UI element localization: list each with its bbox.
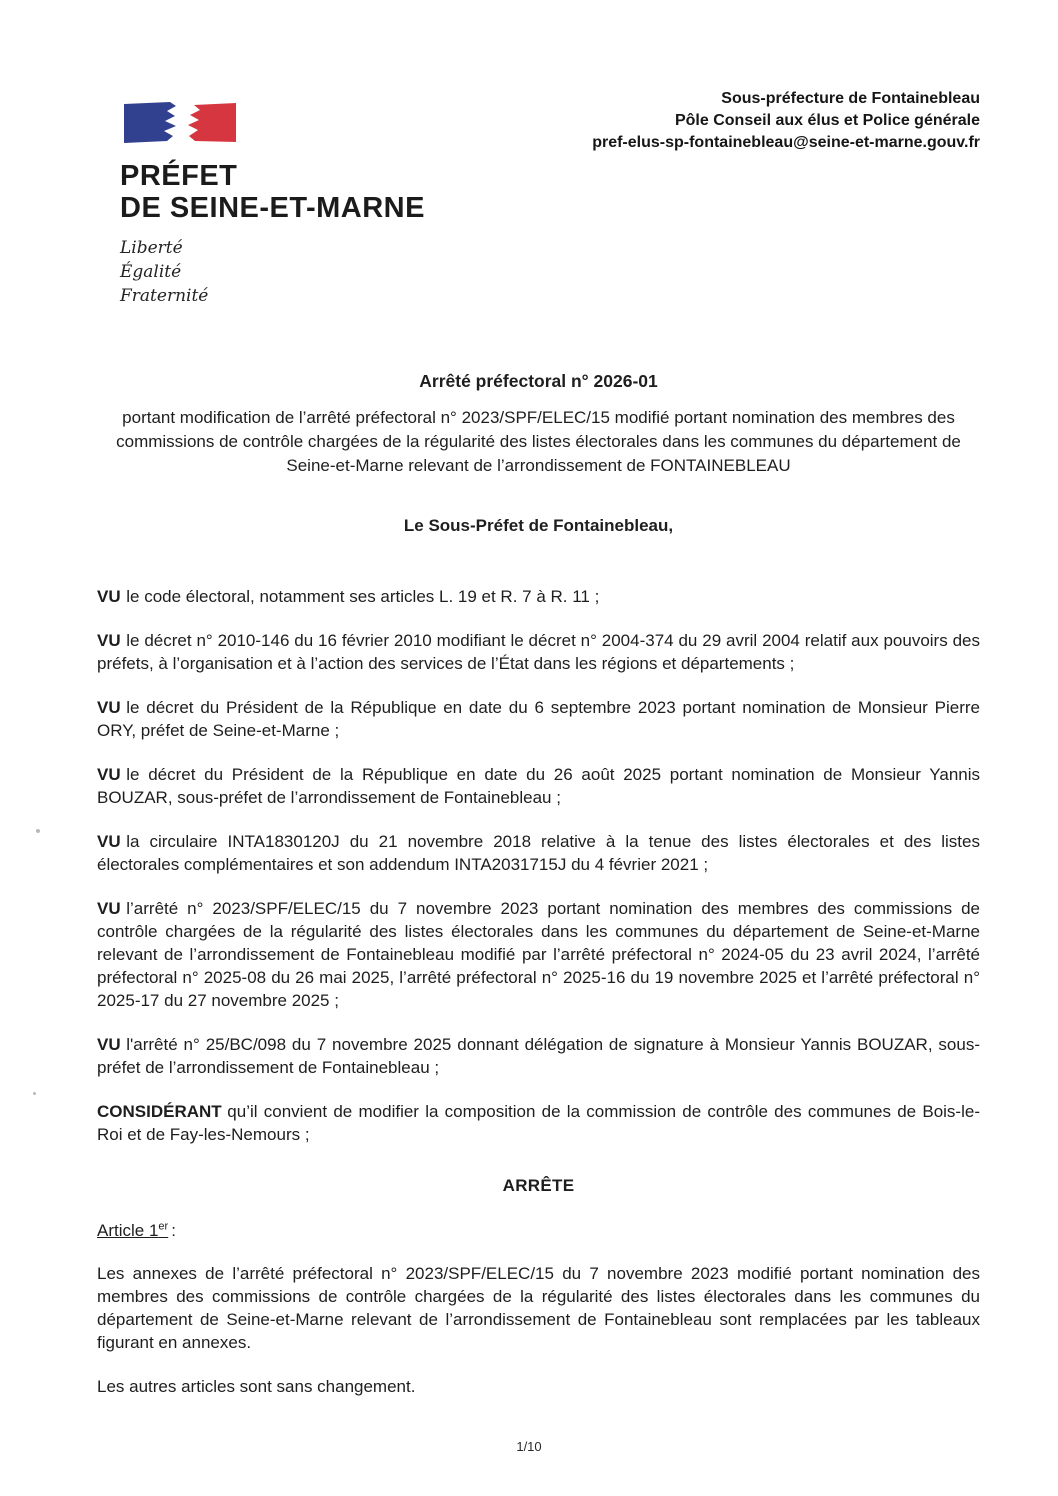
recital-vu-5 [97,830,980,876]
recital-text: la circulaire INTA1830120J du 21 novembre 2018 relative à la tenue des listes électorales et des listes électorales complémentaires et son addendum INTA2031715J du 4 février 2021 ; [97,832,980,874]
recital-lead: VU [97,587,121,606]
recital-lead: VU [97,1035,121,1054]
contact-block [592,86,980,154]
motto-fraternite: Fraternité [120,286,209,306]
contact-service: Pôle Conseil aux élus et Police générale [674,112,980,129]
motto-egalite: Égalité [120,262,182,282]
recital-vu-7 [97,1033,980,1079]
recital-considerant [97,1100,980,1146]
article-1-label: Article 1er [97,1220,169,1240]
prefecture-name-line2: DE SEINE-ET-MARNE [120,192,425,224]
document-subtitle: portant modification de l’arrêté préfectoral n° 2023/SPF/ELEC/15 modifié portant nomination des membres des commissions de contrôle chargées de la régularité des listes électorales dans les communes du département de Seine-et-Marne relevant de l’arrondissement de FONTAINEBLEAU [116,408,961,475]
page-header [0,0,1058,308]
scan-artifact-dot [36,829,40,833]
recital-lead: VU [97,698,121,717]
article-1-heading [97,1215,980,1242]
republic-motto [120,236,480,308]
article-1-paragraph: Les annexes de l’arrêté préfectoral n° 2023/SPF/ELEC/15 du 7 novembre 2023 modifié portant nomination des membres des commissions de contrôle chargées de la régularité des listes électorales dans les communes du département de Seine-et-Marne relevant de l’arrondissement de Fontainebleau sont remplacées par les tableaux figurant en annexes. [97,1263,980,1352]
closing-paragraph: Les autres articles sont sans changement. [97,1376,416,1396]
recital-vu-6 [97,897,980,1012]
motto-liberte: Liberté [120,238,183,258]
recital-text: le code électoral, notamment ses articles L. 19 et R. 7 à R. 11 ; [126,587,600,606]
recital-lead: CONSIDÉRANT [97,1102,222,1121]
recital-text: le décret n° 2010-146 du 16 février 2010 modifiant le décret n° 2004-374 du 29 avril 2004 relatif aux pouvoirs des préfets, à l’organisation et à l’action des services de l’État dans les régions et départements ; [97,631,980,673]
prefecture-logo-block [120,86,480,308]
document-title: Arrêté préfectoral n° 2026-01 [419,371,658,391]
prefecture-name-line1: PRÉFET [120,160,238,192]
french-flag-marianne-icon [120,98,240,150]
recitals-section [97,585,980,1146]
recital-text: qu’il convient de modifier la composition de la commission de contrôle des communes de Bois-le-Roi et de Fay-les-Nemours ; [97,1102,980,1144]
recital-lead: VU [97,899,121,918]
article-1-colon: : [171,1220,176,1240]
contact-email: pref-elus-sp-fontainebleau@seine-et-marne.gouv.fr [592,134,980,151]
article-1-superscript: er [158,1220,169,1232]
recital-lead: VU [97,765,121,784]
recital-text: l’arrêté n° 2023/SPF/ELEC/15 du 7 novembre 2023 portant nomination des membres des commissions de contrôle chargées de la régularité des listes électorales dans les communes du département de Seine-et-Marne relevant de l’arrondissement de Fontainebleau modifié par l’arrêté préfectoral n° 2024-05 du 23 avril 2024, l’arrêté préfectoral n° 2025-08 du 26 mai 2025, l’arrêté préfectoral n° 2025-16 du 19 novembre 2025 et l’arrêté préfectoral n° 2025-17 du 27 novembre 2025 ; [97,899,980,1010]
recital-lead: VU [97,631,121,650]
decision-heading: ARRÊTE [502,1176,575,1195]
author-line: Le Sous-Préfet de Fontainebleau, [403,516,674,535]
document-body [97,370,980,1398]
scan-artifact-dot [33,1092,36,1095]
contact-office: Sous-préfecture de Fontainebleau [721,90,980,107]
recital-vu-1 [97,585,980,608]
recital-vu-2 [97,629,980,675]
recital-lead: VU [97,832,121,851]
recital-text: le décret du Président de la République en date du 26 août 2025 portant nomination de Monsieur Yannis BOUZAR, sous-préfet de l’arrondissement de Fontainebleau ; [97,765,980,807]
recital-vu-3 [97,696,980,742]
recital-text: l'arrêté n° 25/BC/098 du 7 novembre 2025 donnant délégation de signature à Monsieur Yannis BOUZAR, sous-préfet de l’arrondissement de Fontainebleau ; [97,1035,980,1077]
page-number: 1/10 [516,1439,542,1454]
recital-vu-4 [97,763,980,809]
recital-text: le décret du Président de la République en date du 6 septembre 2023 portant nomination de Monsieur Pierre ORY, préfet de Seine-et-Marne ; [97,698,980,740]
